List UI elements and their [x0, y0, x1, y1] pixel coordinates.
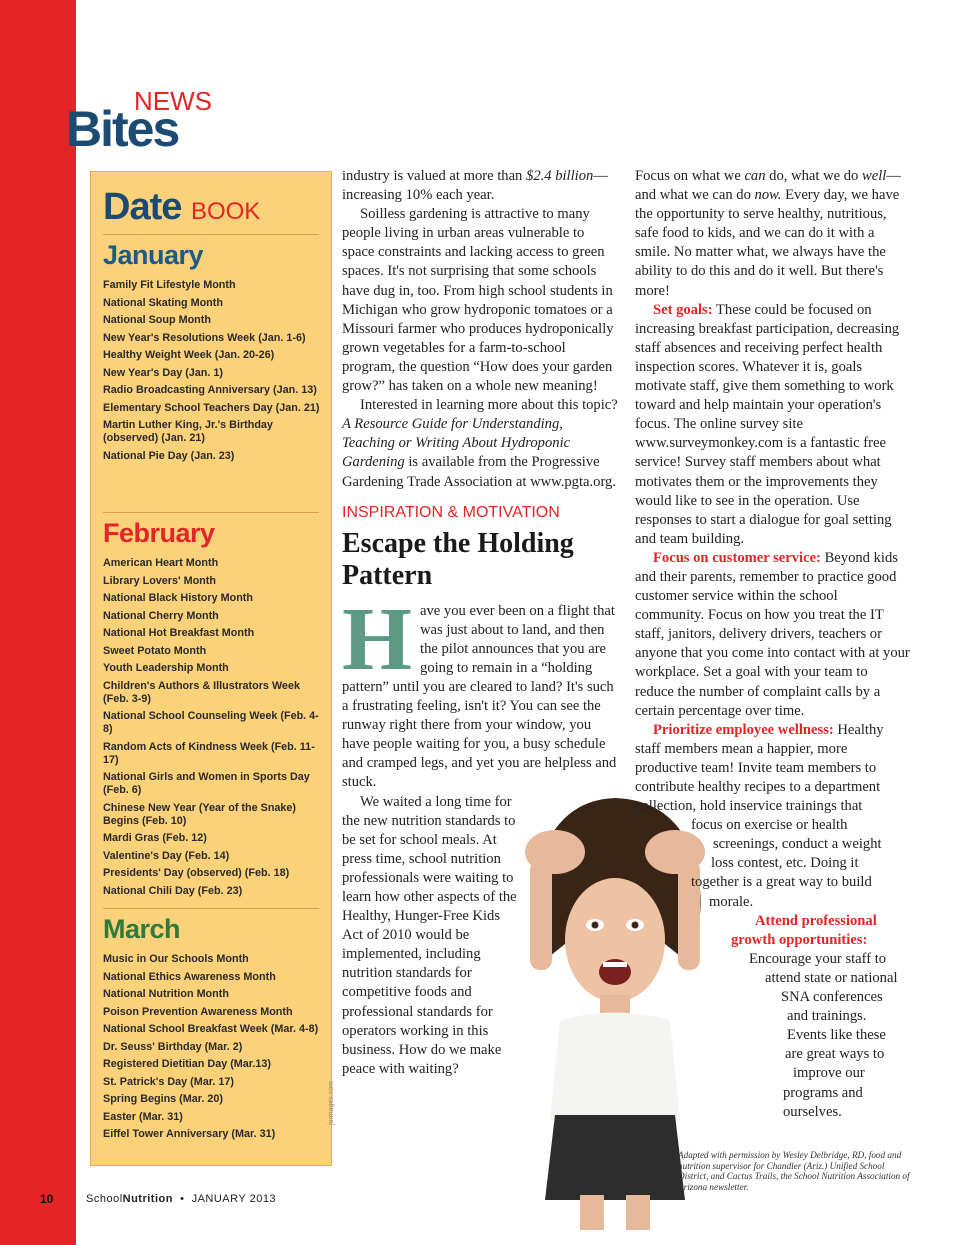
event-item: Healthy Weight Week (Jan. 20-26)	[103, 349, 275, 361]
event-item: New Year's Day (Jan. 1)	[103, 366, 223, 379]
event-item: Spring Begins (Mar. 20)	[103, 1093, 223, 1105]
event-item: Children's Authors & Illustrators Week (Feb. 3-9)	[103, 679, 300, 705]
attend-line: Encourage your staff to	[749, 950, 887, 967]
wellness-paragraph: Prioritize employee wellness: Healthy staff members mean a happier, more productive team! Invite team members to contribute healthy recipes to a department collection, hold inservice trainings that	[635, 721, 884, 815]
event-item: National Black History Month	[103, 592, 253, 604]
attend-line: improve our	[793, 1065, 865, 1082]
attend-line: programs and	[783, 1084, 863, 1101]
datebook-rule	[103, 234, 319, 235]
event-item: Valentine's Day (Feb. 14)	[103, 849, 230, 862]
logo-bites: Bites	[66, 101, 179, 157]
wrapped-line: focus on exercise or health	[691, 817, 848, 834]
wrapped-line: together is a great way to build	[691, 874, 872, 891]
hydroponics-paragraph-3: Interested in learning more about this topic? A Resource Guide for Understanding, Teaching or Writing About Hydroponic Gardening is available from the Progressive Gardening Trade Association at www.pgta.org.	[342, 397, 618, 490]
event-item: National Soup Month	[103, 314, 211, 326]
datebook-rule	[103, 512, 319, 513]
event-item: Elementary School Teachers Day (Jan. 21)	[103, 401, 320, 414]
event-item: National Skating Month	[103, 296, 223, 309]
datebook-panel	[90, 171, 332, 1166]
set-goals-paragraph: Set goals: These could be focused on increasing breakfast participation, decreasing staff absences and receiving perfect health inspection scores. Whatever it is, goals motivate staff, give them something to work toward and help maintain your operation's focus. The online survey site www.surveymonkey.com is a fantastic free service! Survey staff members about what motivates them or the improvements they would like to see in the operation. Use responses to start a dialogue for goal setting and team building.	[635, 301, 900, 547]
event-item: Youth Leadership Month	[103, 662, 229, 674]
event-item: National Hot Breakfast Month	[103, 627, 255, 639]
photo-credit: jurmages.com	[328, 1081, 335, 1125]
event-item: Martin Luther King, Jr.'s Birthday (observed) (Jan. 21)	[103, 419, 273, 444]
event-list-march	[103, 953, 328, 1141]
event-item: Registered Dietitian Day (Mar.13)	[103, 1058, 272, 1070]
event-item: Family Fit Lifestyle Month	[103, 279, 236, 291]
month-heading-march: March	[103, 914, 181, 944]
event-item: Mardi Gras (Feb. 12)	[103, 832, 207, 844]
holding-paragraph-1: Have you ever been on a flight that was just about to land, and then the pilot announces that you are going to remain in a “holding pattern” until you are cleared to land? It's such a frustrating feeling, isn't it? You can see the runway right there from your window, you have people waiting for you, a busy schedule and cramped legs, and yet you are helpless and stuck.	[342, 589, 617, 791]
wrapped-line: screenings, conduct a weight	[713, 836, 882, 853]
event-item: Presidents' Day (observed) (Feb. 18)	[103, 867, 290, 879]
event-item: Random Acts of Kindness Week (Feb. 11-17)	[103, 740, 315, 766]
event-item: National Nutrition Month	[103, 988, 229, 1000]
event-item: National Girls and Women in Sports Day (Feb. 6)	[103, 771, 310, 796]
event-item: Easter (Mar. 31)	[103, 1110, 183, 1123]
set-goals-label: Set goals:	[653, 301, 713, 318]
event-list-february	[103, 557, 328, 898]
event-item: Poison Prevention Awareness Month	[103, 1005, 293, 1018]
article-headline: Escape the Holding Pattern	[342, 527, 574, 591]
footer-school: School	[86, 1193, 123, 1205]
event-item: Chinese New Year (Year of the Snake) Begins (Feb. 10)	[103, 801, 297, 827]
left-red-bar	[0, 0, 76, 1245]
customer-service-paragraph: Focus on customer service: Beyond kids and their parents, remember to practice good customer service within the school community. Focus on how you treat the IT staff, janitors, delivery drivers, teachers or anyone that you come into contact with at your workplace. Set a goal with your team to reduce the number of complaint calls by a certain percentage over time.	[635, 549, 910, 719]
section-label: INSPIRATION & MOTIVATION	[342, 503, 560, 521]
event-item: National Chili Day (Feb. 23)	[103, 884, 243, 897]
drop-cap: H	[342, 589, 413, 689]
page-number: 10	[40, 1192, 54, 1206]
datebook-title-date: Date	[103, 186, 182, 228]
event-item: National Ethics Awareness Month	[103, 970, 276, 983]
attend-line: Events like these	[787, 1027, 886, 1044]
hydroponics-paragraph-1: industry is valued at more than $2.4 billion—increasing 10% each year.	[342, 168, 608, 204]
attend-growth-block	[635, 912, 910, 1122]
event-item: Eiffel Tower Anniversary (Mar. 31)	[103, 1128, 276, 1140]
month-heading-february: February	[103, 518, 215, 548]
event-item: Radio Broadcasting Anniversary (Jan. 13)	[103, 384, 317, 396]
event-item: Music in Our Schools Month	[103, 953, 249, 965]
page-footer	[86, 1193, 276, 1205]
holding-paragraph-2: We waited a long time for the new nutrition standards to be set for school meals. At press time, school nutrition professionals were waiting to learn how other aspects of the Healthy, Hunger-Free Kids Act of 2010 would be implemented, including nutrition standards for competitive foods and professional standards for operators working in this business. How do we make peace with waiting?	[342, 793, 517, 1077]
logo-news: NEWS	[134, 86, 212, 116]
focus-paragraph: Focus on what we can do, what we do well—and what we can do now. Every day, we have the opportunity to serve healthy, nutritious, safe food to kids, and we can do it with a smile. No matter what, we always have the ability to do this and do it well. But there's more!	[635, 168, 901, 299]
month-section-january	[103, 240, 328, 467]
attend-line: SNA conferences	[781, 989, 883, 1006]
event-list-january	[103, 279, 328, 463]
event-item: National Cherry Month	[103, 609, 219, 622]
footer-issue: JANUARY 2013	[191, 1193, 277, 1205]
event-item: Library Lovers' Month	[103, 574, 216, 587]
attend-line: attend state or national	[765, 969, 898, 986]
month-section-march	[103, 914, 328, 1146]
event-item: St. Patrick's Day (Mar. 17)	[103, 1075, 234, 1088]
attend-line: ourselves.	[783, 1103, 842, 1120]
wellness-label: Prioritize employee wellness:	[653, 721, 834, 738]
customer-service-label: Focus on customer service:	[653, 549, 821, 566]
footer-bullet: •	[180, 1193, 185, 1205]
event-item: American Heart Month	[103, 557, 219, 569]
datebook-title	[103, 186, 260, 229]
datebook-rule	[103, 908, 319, 909]
wrapped-line: loss contest, etc. Doing it	[711, 855, 859, 872]
attend-label-line: Attend professional	[755, 912, 877, 929]
event-item: Sweet Potato Month	[103, 644, 207, 657]
article-column-right	[635, 167, 910, 1122]
footer-nutrition: Nutrition	[122, 1193, 173, 1205]
event-item: National School Breakfast Week (Mar. 4-8)	[103, 1023, 319, 1035]
event-item: Dr. Seuss' Birthday (Mar. 2)	[103, 1040, 243, 1053]
event-item: National School Counseling Week (Feb. 4-8)	[103, 710, 319, 735]
event-item: National Pie Day (Jan. 23)	[103, 449, 235, 462]
month-section-february	[103, 518, 328, 902]
wellness-wrap-lines	[635, 816, 910, 911]
hydroponics-paragraph-2: Soilless gardening is attractive to many people living in urban areas vulnerable to space constraints and lacking access to green spaces. It's not surprising that some schools have dug in, too. From high school students in Michigan who grow hydroponic tomatoes or a Missouri farmer who produces hydroponically grown vegetables for a farm-to-school program, the question “How does your garden grow?” has taken on a whole new meaning!	[342, 206, 614, 395]
adapted-credit: Adapted with permission by Wesley Delbridge, RD, food and nutrition supervisor for Chandler (Ariz.) Unified School District, and Cactus Trails, the School Nutrition Association of Arizona newsletter.	[678, 1150, 910, 1192]
attend-line: and trainings.	[787, 1008, 867, 1025]
attend-line: are great ways to	[785, 1046, 885, 1063]
attend-label-line: growth opportunities:	[731, 931, 868, 948]
event-item: New Year's Resolutions Week (Jan. 1-6)	[103, 331, 306, 344]
wrapped-line: morale.	[709, 893, 754, 910]
month-heading-january: January	[103, 240, 204, 270]
datebook-title-book: BOOK	[190, 198, 261, 225]
